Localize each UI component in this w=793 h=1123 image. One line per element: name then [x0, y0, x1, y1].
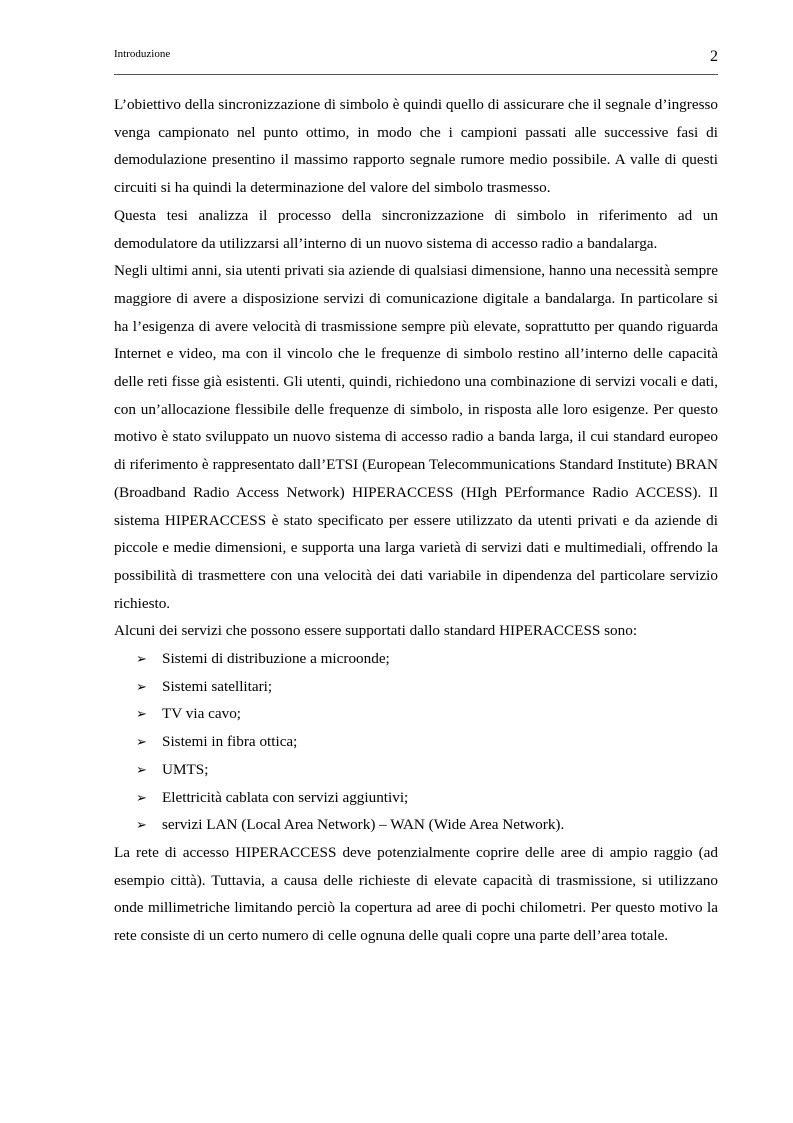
list-item — [136, 645, 718, 673]
list-item — [136, 811, 718, 839]
paragraph-network-coverage: La rete di accesso HIPERACCESS deve potenzialmente coprire delle aree di ampio raggio (ad esempio città). Tuttavia, a causa delle richieste di elevate capacità di trasmissione, si utilizzano onde millimetriche limitando perciò la copertura ad aree di pochi chilometri. Per questo motivo la rete consiste di un certo numero di celle ognuna delle quali copre una parte dell’area totale. — [114, 843, 718, 945]
list-item-text: TV via cavo; — [162, 705, 242, 723]
running-title: Introduzione — [114, 48, 171, 60]
arrowhead-bullet-icon: ➢ — [136, 706, 147, 722]
page-header — [114, 46, 718, 75]
list-item — [136, 784, 718, 812]
list-item-text: Sistemi in fibra ottica; — [162, 733, 298, 751]
paragraph-thesis-scope: Questa tesi analizza il processo della sincronizzazione di simbolo in riferimento ad un demodulatore da utilizzarsi all’interno di un nuovo sistema di accesso radio a bandalarga. — [114, 206, 718, 252]
page-number: 2 — [710, 48, 718, 65]
paragraph-services-intro: Alcuni dei servizi che possono essere supportati dallo standard HIPERACCESS sono: — [114, 622, 638, 640]
list-item-text: servizi LAN (Local Area Network) – WAN (Wide Area Network). — [162, 816, 565, 834]
body-text — [114, 91, 718, 950]
arrowhead-bullet-icon: ➢ — [136, 761, 147, 777]
list-item-text: UMTS; — [162, 760, 209, 778]
arrowhead-bullet-icon: ➢ — [136, 817, 147, 833]
paragraph-symbol-sync: L’obiettivo della sincronizzazione di simbolo è quindi quello di assicurare che il segnale d’ingresso venga campionato nel punto ottimo, in modo che i campioni passati alle successive fasi di demodulazione presentino il massimo rapporto segnale rumore medio possibile. A valle di questi circuiti si ha quindi la determinazione del valore del simbolo trasmesso. — [114, 96, 718, 197]
list-item — [136, 700, 718, 728]
paragraph-hiperaccess-background: Negli ultimi anni, sia utenti privati sia aziende di qualsiasi dimensione, hanno una necessità sempre maggiore di avere a disposizione servizi di comunicazione digitale a bandalarga. In particolare si ha l’esigenza di avere velocità di trasmissione sempre più elevate, soprattutto per quando riguarda Internet e video, ma con il vincolo che le frequenze di simbolo restino all’interno delle capacità delle reti fisse già esistenti. Gli utenti, quindi, richiedono una combinazione di servizi vocali e dati, con un’allocazione flessibile delle frequenze di simbolo, in risposta alle loro esigenze. Per questo motivo è stato sviluppato un nuovo sistema di accesso radio a banda larga, il cui standard europeo di riferimento è rappresentato dall’ETSI (European Telecommunications Standard Institute) BRAN (Broadband Radio Access Network) HIPERACCESS (HIgh PErformance Radio ACCESS). Il sistema HIPERACCESS è stato specificato per essere utilizzato da utenti privati e da aziende di piccole e medie dimensioni, e supporta una larga varietà di servizi dati e multimediali, offrendo la possibilità di trasmettere con una velocità dei dati variabile in dipendenza del particolare servizio richiesto. — [114, 262, 718, 612]
list-item — [136, 756, 718, 784]
arrowhead-bullet-icon: ➢ — [136, 651, 147, 667]
list-item-text: Sistemi di distribuzione a microonde; — [162, 650, 390, 668]
list-item — [136, 728, 718, 756]
list-item-text: Sistemi satellitari; — [162, 677, 273, 695]
arrowhead-bullet-icon: ➢ — [136, 678, 147, 694]
list-item — [136, 673, 718, 701]
arrowhead-bullet-icon: ➢ — [136, 734, 147, 750]
list-item-text: Elettricità cablata con servizi aggiuntivi; — [162, 788, 409, 806]
services-list — [114, 645, 718, 839]
arrowhead-bullet-icon: ➢ — [136, 789, 147, 805]
